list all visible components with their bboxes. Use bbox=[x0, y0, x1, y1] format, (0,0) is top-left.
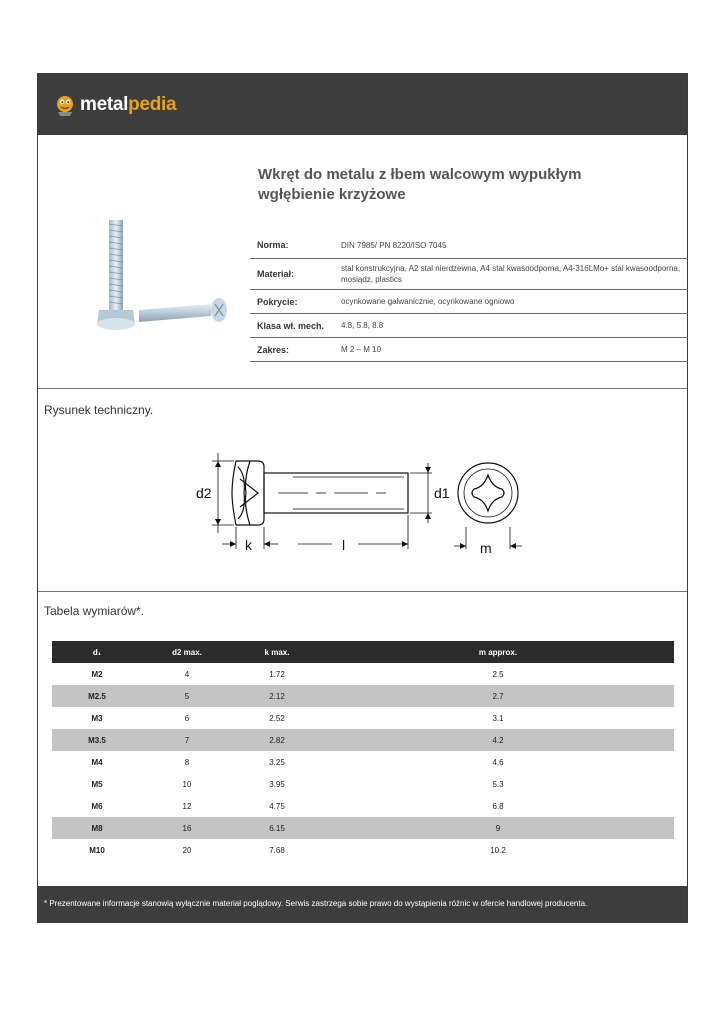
table-header-row bbox=[52, 641, 674, 663]
label-l: l bbox=[342, 537, 346, 553]
col-header-k: k max. bbox=[232, 641, 322, 663]
drawing-section-title: Rysunek techniczny. bbox=[44, 403, 154, 417]
label-d2: d2 bbox=[196, 485, 212, 501]
spec-row: Materiał: stal konstrukcyjna, A2 stal nierdzewna, A4 stal kwasoodporna, A4-316LMo+ stal kwasoodporna, mosiądz, plastics bbox=[250, 259, 688, 290]
table-section-title: Tabela wymiarów*. bbox=[44, 604, 145, 618]
product-title: Wkręt do metalu z łbem walcowym wypukłym wgłębienie krzyżowe bbox=[258, 166, 582, 203]
table-row: M4 8 3.25 4.6 bbox=[91, 757, 504, 767]
label-d1: d1 bbox=[434, 485, 450, 501]
datasheet bbox=[37, 73, 688, 923]
footer-bar bbox=[38, 886, 687, 922]
col-header-d1: d₁ bbox=[52, 641, 142, 663]
spec-row: Norma: DIN 7985/ PN 8220/ISO 7045 bbox=[250, 232, 688, 259]
spec-table bbox=[250, 232, 688, 362]
spec-row: Zakres: M 2 – M 10 bbox=[250, 338, 688, 362]
logo-text: metalpedia bbox=[80, 94, 177, 115]
header-bar bbox=[38, 74, 687, 135]
label-m: m bbox=[480, 540, 492, 556]
screw-photo bbox=[71, 212, 221, 347]
label-k: k bbox=[245, 537, 252, 553]
table-row: M3.5 7 2.82 4.2 bbox=[52, 729, 674, 751]
table-row: M8 16 6.15 9 bbox=[52, 817, 674, 839]
dimension-table bbox=[52, 641, 674, 861]
section-divider bbox=[38, 591, 687, 592]
disclaimer-note: * Prezentowane informacje stanowią wyłącznie materiał poglądowy. Serwis zastrzega sobie prawo do wystąpienia różnic w ofercie handlowej producenta. bbox=[44, 899, 588, 908]
col-header-d2: d2 max. bbox=[142, 641, 232, 663]
logo-mascot-icon bbox=[54, 93, 76, 117]
table-row: M2.5 5 2.12 2.7 bbox=[52, 685, 674, 707]
table-row: M6 12 4.75 6.8 bbox=[91, 801, 504, 811]
table-row: M3 6 2.52 3.1 bbox=[91, 713, 504, 723]
table-row: M10 20 7.68 10.2 bbox=[89, 845, 506, 855]
table-row: M5 10 3.95 5.3 bbox=[91, 779, 504, 789]
spec-row: Pokrycie: ocynkowane galwanicznie, ocynkowane ogniowo bbox=[250, 290, 688, 314]
technical-drawing bbox=[198, 449, 528, 559]
table-row: M2 4 1.72 2.5 bbox=[91, 669, 504, 679]
metalpedia-logo[interactable] bbox=[54, 92, 176, 118]
spec-row: Klasa wł. mech. 4.8, 5.8, 8.8 bbox=[250, 314, 688, 338]
section-divider bbox=[38, 388, 687, 389]
col-header-m: m approx. bbox=[322, 641, 674, 663]
